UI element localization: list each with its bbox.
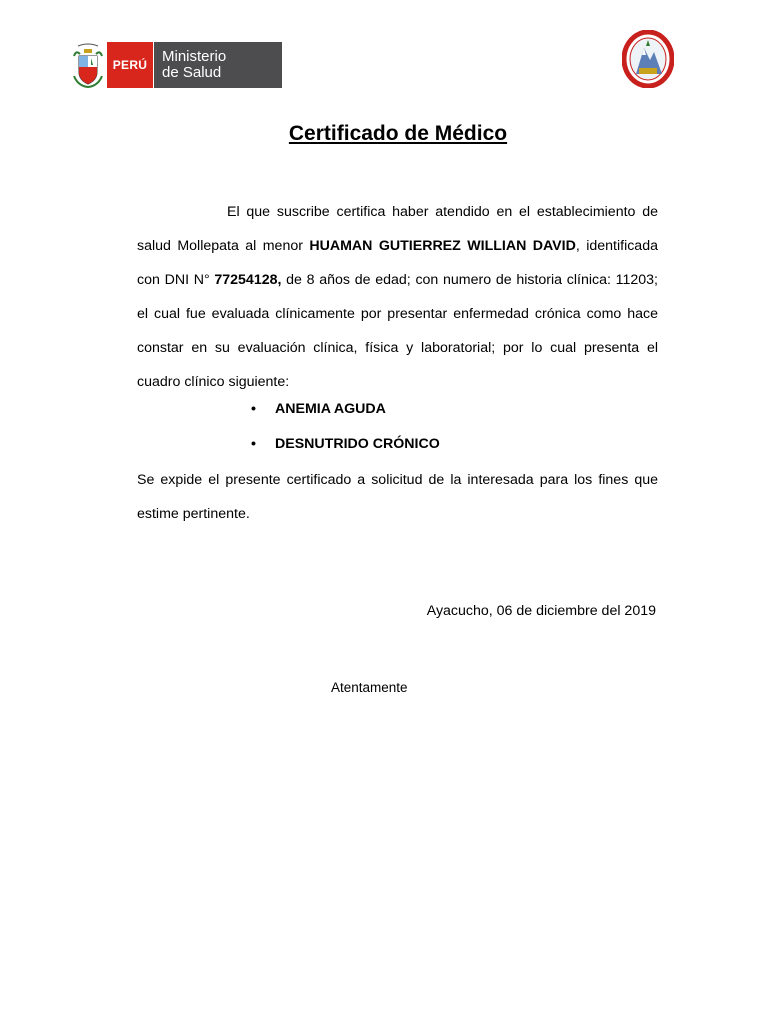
patient-dni: 77254128, — [214, 272, 282, 288]
date-line: Ayacucho, 06 de diciembre del 2019 — [426, 603, 656, 619]
ministry-name — [154, 42, 282, 88]
diagnosis-item — [248, 393, 440, 428]
body-text-part-2: , identificada con DNI N° — [137, 238, 658, 288]
ministry-of-health-logo — [72, 42, 282, 88]
document-title: Certificado de Médico — [288, 122, 508, 145]
sign-off: Atentamente — [331, 680, 408, 695]
diagnosis-list — [248, 393, 440, 463]
peru-coat-of-arms-icon — [72, 42, 104, 88]
closing-paragraph: Se expide el presente certificado a solicitud de la interesada para los fines que estime pertinente. — [137, 472, 658, 522]
ministry-line-1: Ministerio — [162, 48, 227, 65]
document-header — [0, 0, 768, 110]
diagnosis-label: DESNUTRIDO CRÓNICO — [275, 436, 440, 452]
certificate-body — [137, 195, 658, 399]
diagnosis-label: ANEMIA AGUDA — [275, 401, 386, 417]
body-text-part-1: El que suscribe certifica haber atendido en el establecimiento de salud Mollepata al menor — [137, 204, 658, 254]
peru-label: PERÚ — [107, 42, 153, 88]
bullet-icon: • — [251, 401, 256, 417]
body-text-part-3: de 8 años de edad; con numero de historia clínica: 11203; el cual fue evaluada clínicamente por presentar enfermedad crónica como hace constar en su evaluación clínica, física y laboratorial; por lo cual presenta el cuadro clínico siguiente: — [137, 272, 658, 390]
patient-name: HUAMAN GUTIERREZ WILLIAN DAVID — [309, 238, 576, 254]
diagnosis-item — [248, 428, 440, 463]
regional-government-seal-icon — [622, 30, 674, 88]
ministry-line-2: de Salud — [162, 64, 222, 81]
bullet-icon: • — [251, 436, 256, 452]
